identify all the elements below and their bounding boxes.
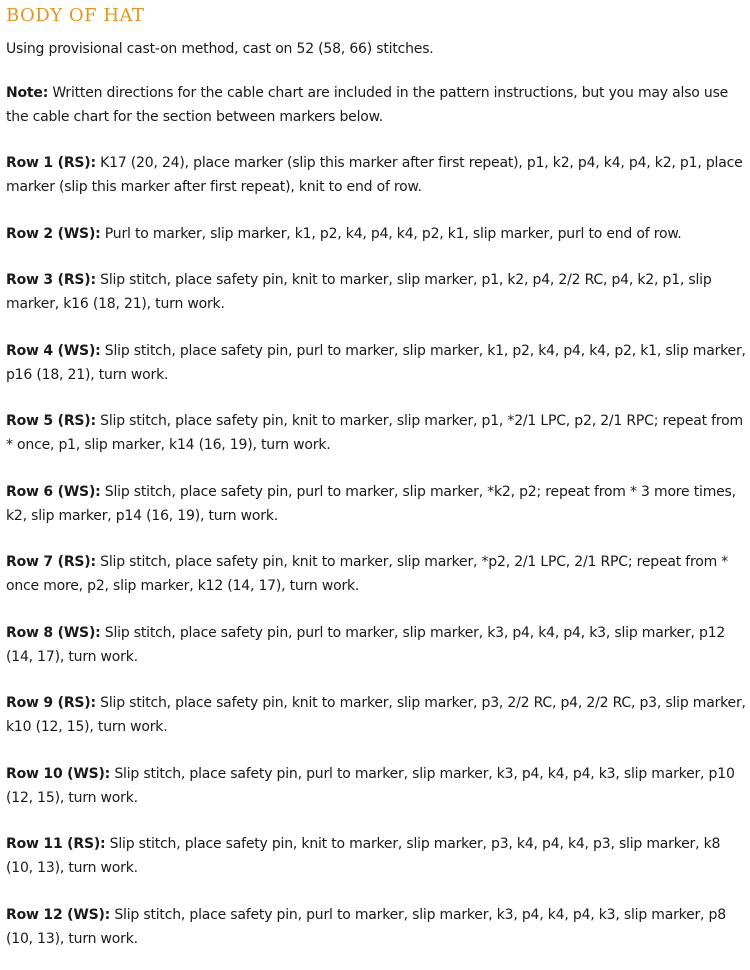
row-label: Row 4 (WS):	[6, 343, 101, 359]
section-title: BODY OF HAT	[6, 5, 145, 26]
row-instruction	[6, 550, 746, 598]
row-label: Row 6 (WS):	[6, 484, 101, 500]
row-instruction	[6, 339, 746, 387]
note-label: Note:	[6, 85, 49, 101]
row-instruction	[6, 621, 746, 669]
row-text: Slip stitch, place safety pin, knit to marker, slip marker, *p2, 2/1 LPC, 2/1 RPC; repeat from * once more, p2, slip marker, k12 (14, 17), turn work.	[6, 554, 729, 594]
row-label: Row 9 (RS):	[6, 695, 96, 711]
row-label: Row 12 (WS):	[6, 907, 111, 923]
row-label: Row 8 (WS):	[6, 625, 101, 641]
row-text: Slip stitch, place safety pin, knit to marker, slip marker, p1, k2, p4, 2/2 RC, p4, k2, p1, slip marker, k16 (18, 21), turn work.	[6, 272, 712, 312]
intro-paragraph: Using provisional cast-on method, cast on 52 (58, 66) stitches.	[6, 41, 434, 57]
row-text: Slip stitch, place safety pin, purl to marker, slip marker, k3, p4, k4, p4, k3, slip marker, p8 (10, 13), turn work.	[6, 907, 726, 947]
row-label: Row 1 (RS):	[6, 155, 96, 171]
note-text: Written directions for the cable chart are included in the pattern instructions, but you may also use the cable chart for the section between markers below.	[6, 85, 729, 125]
row-instruction	[6, 691, 746, 739]
row-text: Slip stitch, place safety pin, knit to marker, slip marker, p1, *2/1 LPC, p2, 2/1 RPC; repeat from * once, p1, slip marker, k14 (16, 19), turn work.	[6, 413, 743, 453]
row-text: Purl to marker, slip marker, k1, p2, k4, p4, k4, p2, k1, slip marker, purl to end of row.	[100, 226, 682, 242]
row-label: Row 7 (RS):	[6, 554, 96, 570]
row-label: Row 2 (WS):	[6, 226, 101, 242]
row-text: Slip stitch, place safety pin, purl to marker, slip marker, *k2, p2; repeat from * 3 more times, k2, slip marker, p14 (16, 19), turn work.	[6, 484, 736, 524]
row-text: Slip stitch, place safety pin, purl to marker, slip marker, k3, p4, k4, p4, k3, slip marker, p12 (14, 17), turn work.	[6, 625, 726, 665]
note-paragraph	[6, 81, 746, 129]
row-text: Slip stitch, place safety pin, knit to marker, slip marker, p3, k4, p4, k4, p3, slip marker, k8 (10, 13), turn work.	[6, 836, 721, 876]
row-label: Row 10 (WS):	[6, 766, 111, 782]
row-label: Row 3 (RS):	[6, 272, 96, 288]
row-label: Row 11 (RS):	[6, 836, 106, 852]
row-instruction	[6, 762, 746, 810]
row-instruction	[6, 222, 746, 246]
row-text: Slip stitch, place safety pin, knit to marker, slip marker, p3, 2/2 RC, p4, 2/2 RC, p3, slip marker, k10 (12, 15), turn work.	[6, 695, 746, 735]
row-instruction	[6, 151, 746, 199]
row-label: Row 5 (RS):	[6, 413, 96, 429]
row-instruction	[6, 480, 746, 528]
row-instruction	[6, 409, 746, 457]
row-text: K17 (20, 24), place marker (slip this marker after first repeat), p1, k2, p4, k4, p4, k2, p1, place marker (slip this marker after first repeat), knit to end of row.	[6, 155, 743, 195]
row-text: Slip stitch, place safety pin, purl to marker, slip marker, k3, p4, k4, p4, k3, slip marker, p10 (12, 15), turn work.	[6, 766, 735, 806]
row-instruction	[6, 903, 746, 951]
row-text: Slip stitch, place safety pin, purl to marker, slip marker, k1, p2, k4, p4, k4, p2, k1, slip marker, p16 (18, 21), turn work.	[6, 343, 746, 383]
row-instruction	[6, 832, 746, 880]
row-instruction	[6, 268, 746, 316]
